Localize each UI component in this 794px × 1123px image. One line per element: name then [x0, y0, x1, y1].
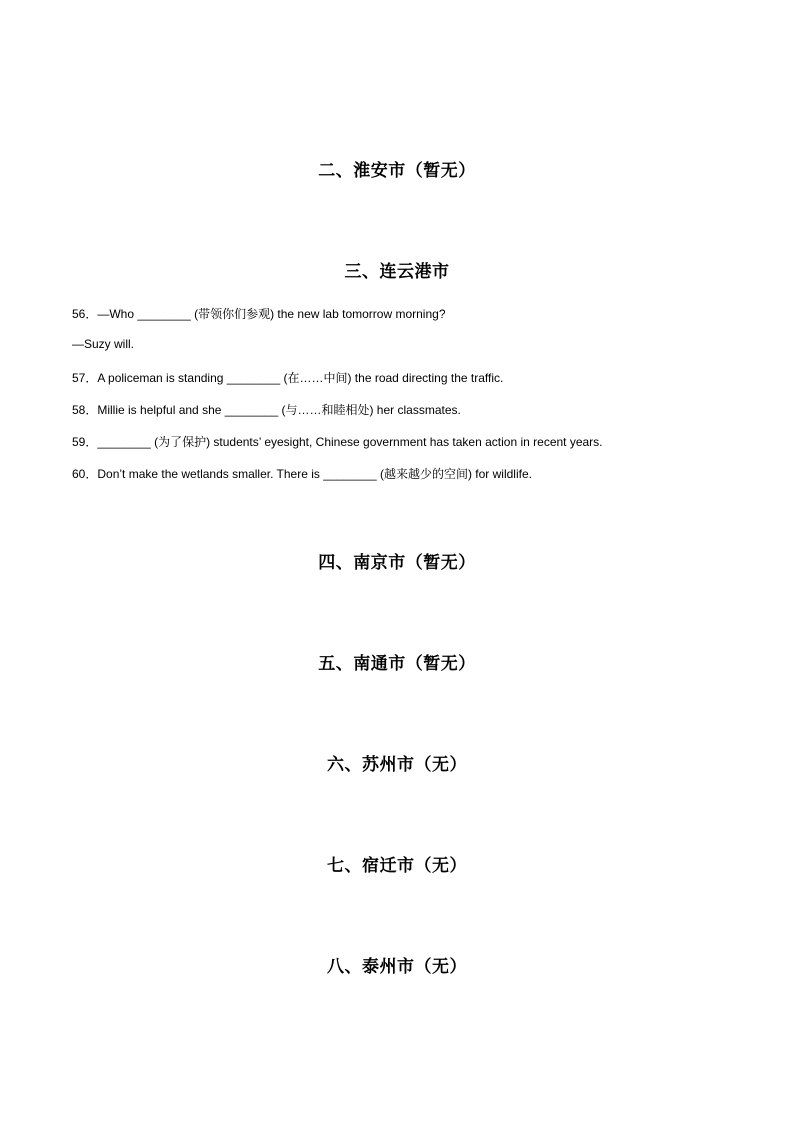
section-heading-taizhou: 八、泰州市（无） — [327, 957, 467, 977]
question-60: 60．Don’t make the wetlands smaller. There is ________ (越来越少的空间) for wildlife. — [72, 467, 532, 481]
question-57: 57．A policeman is standing ________ (在……中间) the road directing the traffic. — [72, 371, 504, 385]
question-58: 58．Millie is helpful and she ________ (与……和睦相处) her classmates. — [72, 403, 461, 417]
section-heading-huaian: 二、淮安市（暂无） — [318, 161, 476, 181]
section-heading-nanjing: 四、南京市（暂无） — [318, 553, 476, 573]
section-heading-suqian: 七、宿迁市（无） — [327, 856, 467, 876]
section-heading-suzhou: 六、苏州市（无） — [327, 755, 467, 775]
question-56: 56．—Who ________ (带领你们参观) the new lab tomorrow morning? — [72, 307, 446, 321]
question-59: 59．________ (为了保护) students’ eyesight, Chinese government has taken action in recent years. — [72, 435, 603, 449]
answer-56: —Suzy will. — [72, 337, 135, 351]
section-heading-lianyungang: 三、连云港市 — [344, 262, 450, 282]
section-heading-nantong: 五、南通市（暂无） — [318, 654, 476, 674]
